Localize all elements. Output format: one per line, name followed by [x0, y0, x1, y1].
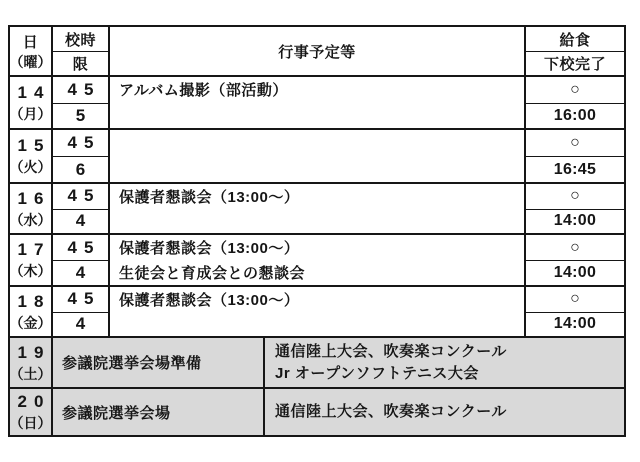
header-dismissal-label: 下校完了: [543, 56, 606, 73]
weekday-label: （火）: [9, 159, 52, 175]
event-line-1: 保護者懇談会（13:00～）: [119, 240, 300, 257]
lunch-mark: ○: [570, 238, 580, 256]
periods-bottom-value: 4: [75, 314, 93, 334]
weekday-label: （水）: [9, 211, 52, 228]
school-schedule-table: [8, 25, 626, 437]
weekend-events-cell: [263, 338, 624, 387]
meal-dismissal-cell: [524, 184, 624, 233]
header-periods-top-label: 校時: [64, 31, 96, 49]
weekday-label: （金）: [9, 314, 52, 331]
table-row-day-19: [10, 336, 624, 387]
header-periods-bottom-label: 限: [72, 56, 89, 73]
table-row-day-17: [10, 233, 624, 285]
lunch-mark: ○: [570, 290, 580, 308]
date-number: 19: [17, 342, 51, 362]
periods-top-value: 45: [67, 79, 101, 99]
event-line-1: アルバム撮影（部活動）: [119, 82, 288, 100]
periods-top-value: 45: [67, 289, 101, 309]
header-events-cell: [108, 27, 524, 75]
date-cell: [10, 389, 51, 435]
lunch-mark: ○: [570, 80, 580, 98]
date-number: 14: [17, 82, 51, 102]
date-cell: [10, 235, 51, 285]
header-meal-cell: [524, 27, 624, 75]
table-row-day-18: [10, 285, 624, 336]
table-row-day-14: [10, 75, 624, 128]
date-cell: [10, 287, 51, 336]
weekend-events-cell: [263, 389, 624, 435]
weekend-label-cell: [51, 338, 263, 387]
periods-bottom-value: 4: [75, 211, 93, 231]
meal-dismissal-cell: [524, 287, 624, 336]
dismissal-time: 14:00: [553, 315, 597, 333]
event-line-1: 通信陸上大会、吹奏楽コンクール: [275, 403, 507, 420]
date-cell: [10, 184, 51, 233]
weekday-label: （日）: [9, 415, 52, 431]
periods-cell: [51, 77, 108, 128]
periods-bottom-value: 5: [75, 105, 93, 125]
header-day-label: 日: [22, 33, 39, 51]
event-line-1: 通信陸上大会、吹奏楽コンクール: [275, 342, 507, 360]
periods-bottom-value: 4: [75, 263, 93, 282]
dismissal-time: 14:00: [553, 264, 597, 281]
header-row: [10, 27, 624, 75]
date-cell: [10, 77, 51, 128]
date-number: 15: [17, 136, 51, 155]
periods-cell: [51, 184, 108, 233]
periods-cell: [51, 130, 108, 182]
table-row-day-16: [10, 182, 624, 233]
header-weekday-label: （曜）: [9, 53, 52, 70]
periods-top-value: 45: [67, 186, 101, 206]
date-cell: [10, 130, 51, 182]
meal-dismissal-cell: [524, 130, 624, 182]
dismissal-time: 16:45: [553, 160, 597, 178]
periods-cell: [51, 235, 108, 285]
date-number: 16: [17, 188, 51, 208]
event-line-1: 保護者懇談会（13:00～）: [119, 188, 300, 206]
table-row-day-20: [10, 387, 624, 435]
header-day-cell: [10, 27, 51, 75]
weekday-label: （土）: [9, 365, 52, 382]
weekday-label: （木）: [9, 263, 52, 279]
event-line-2: 生徒会と育成会との懇談会: [119, 265, 306, 282]
date-number: 20: [17, 392, 51, 411]
periods-cell: [51, 287, 108, 336]
dismissal-time: 16:00: [553, 106, 597, 124]
lunch-mark: ○: [570, 187, 580, 205]
date-cell: [10, 338, 51, 387]
lunch-mark: ○: [570, 134, 580, 151]
event-line-2: Jr オープンソフトテニス大会: [275, 364, 479, 382]
events-cell: [108, 130, 524, 182]
meal-dismissal-cell: [524, 235, 624, 285]
events-cell: [108, 287, 524, 336]
weekday-label: （月）: [9, 105, 52, 122]
events-cell: [108, 235, 524, 285]
periods-top-value: 45: [67, 133, 101, 152]
periods-top-value: 45: [67, 237, 101, 257]
event-line-1: 保護者懇談会（13:00～）: [119, 291, 300, 309]
meal-dismissal-cell: [524, 77, 624, 128]
events-cell: [108, 184, 524, 233]
periods-bottom-value: 6: [75, 159, 93, 179]
date-number: 18: [17, 291, 51, 311]
weekend-label-cell: [51, 389, 263, 435]
header-events-label: 行事予定等: [278, 43, 356, 61]
weekend-label: 参議院選挙会場準備: [62, 355, 202, 372]
header-periods-cell: [51, 27, 108, 75]
events-cell: [108, 77, 524, 128]
weekend-label: 参議院選挙会場: [62, 404, 171, 422]
table-row-day-15: [10, 128, 624, 182]
dismissal-time: 14:00: [553, 212, 597, 230]
date-number: 17: [17, 240, 51, 259]
header-meal-label: 給食: [559, 31, 591, 49]
